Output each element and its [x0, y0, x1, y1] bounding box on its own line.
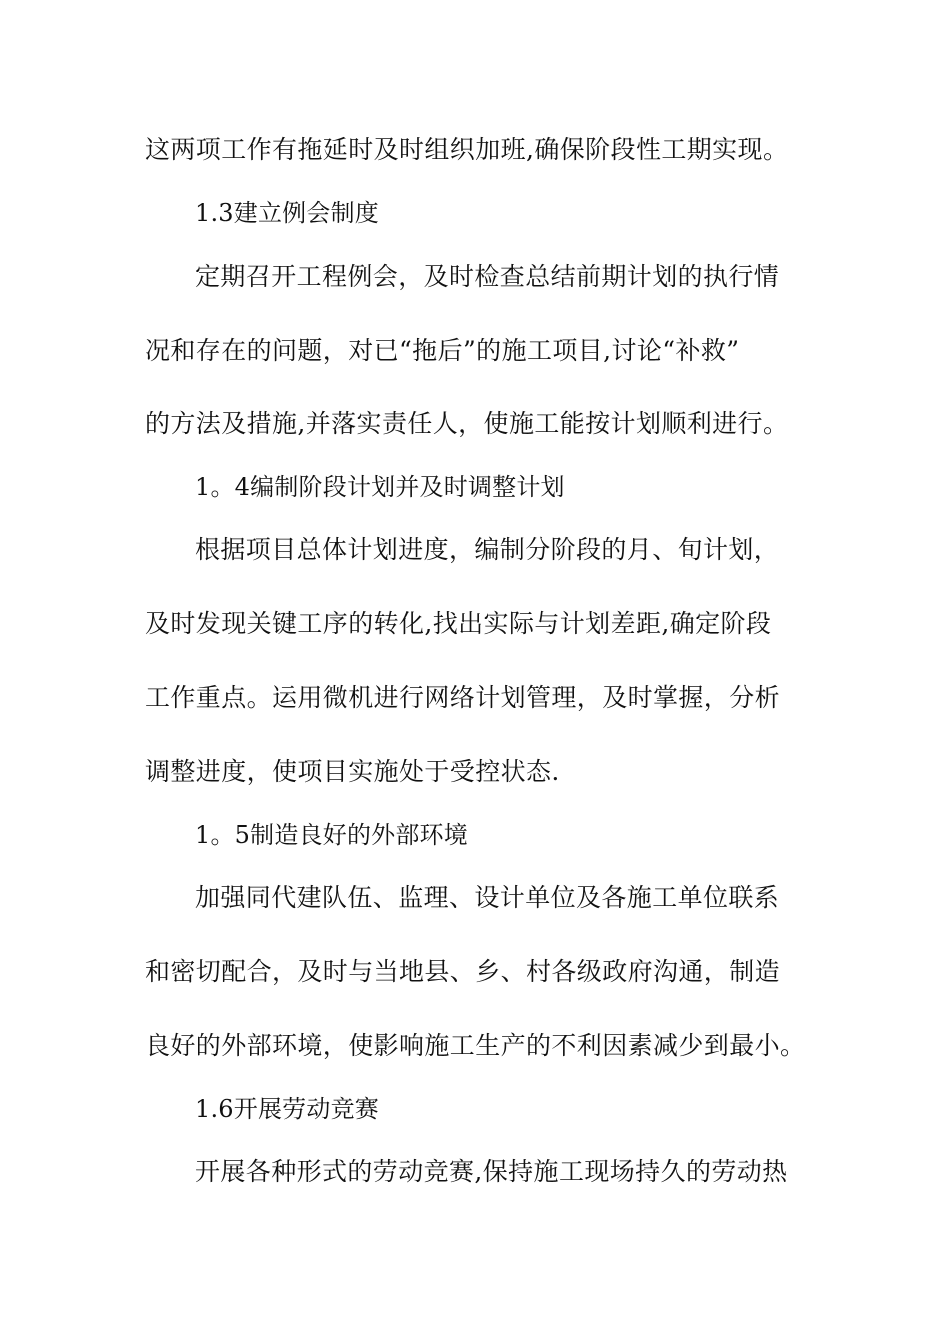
paragraph-line: 况和存在的问题，对已“拖后”的施工项目,讨论“补救” [145, 336, 740, 365]
paragraph-line: 工作重点。运用微机进行网络计划管理，及时掌握，分析 [145, 683, 781, 712]
section-heading-1-3: 1.3建立例会制度 [195, 199, 379, 227]
paragraph-line: 的方法及措施,并落实责任人，使施工能按计划顺利进行。 [145, 409, 789, 438]
paragraph-line: 调整进度，使项目实施处于受控状态. [145, 757, 560, 786]
section-heading-1-5: 1。5制造良好的外部环境 [195, 821, 468, 849]
paragraph-line: 这两项工作有拖延时及时组织加班,确保阶段性工期实现。 [145, 135, 789, 164]
paragraph-line: 根据项目总体计划进度，编制分阶段的月、旬计划， [195, 535, 780, 564]
paragraph-line: 良好的外部环境，使影响施工生产的不利因素减少到最小。 [145, 1031, 806, 1060]
section-heading-1-4: 1。4编制阶段计划并及时调整计划 [195, 473, 565, 501]
paragraph-line: 开展各种形式的劳动竞赛,保持施工现场持久的劳动热 [195, 1157, 788, 1186]
section-heading-1-6: 1.6开展劳动竞赛 [195, 1095, 379, 1123]
paragraph-line: 和密切配合，及时与当地县、乡、村各级政府沟通，制造 [145, 957, 781, 986]
paragraph-line: 定期召开工程例会，及时检查总结前期计划的执行情 [195, 262, 780, 291]
paragraph-line: 加强同代建队伍、监理、设计单位及各施工单位联系 [195, 883, 780, 912]
paragraph-line: 及时发现关键工序的转化,找出实际与计划差距,确定阶段 [145, 609, 772, 638]
